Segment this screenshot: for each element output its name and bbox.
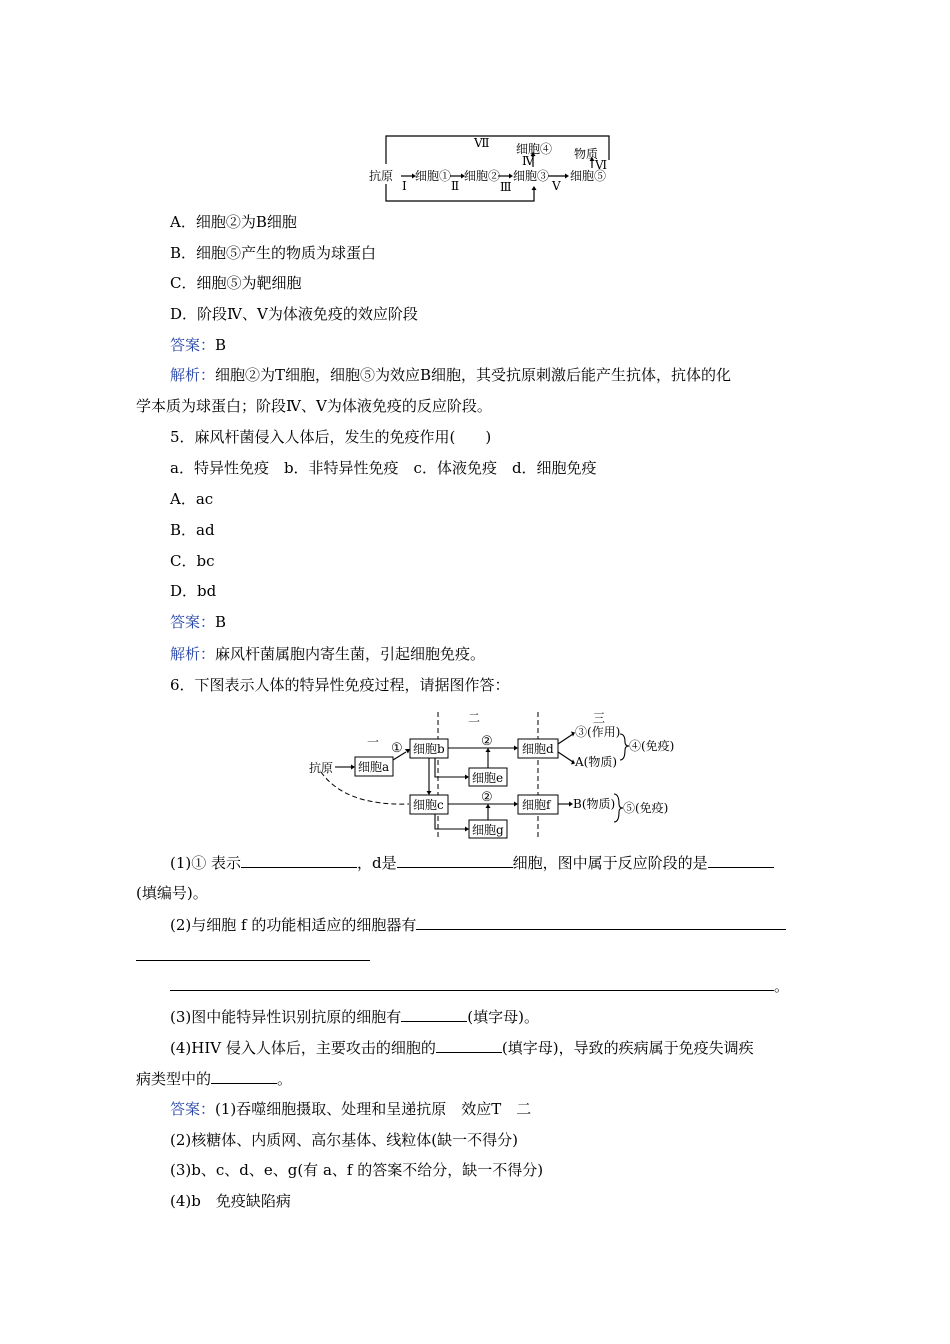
- q5-option-b: B．ad: [170, 521, 215, 539]
- q6-part4-text-d: 。: [277, 1070, 293, 1088]
- stage-three-label: 三: [593, 711, 606, 725]
- q6-part4-text-b: (填字母)，导致的疾病属于免疫失调疾: [501, 1039, 754, 1057]
- q4-option-d: D．阶段Ⅳ、Ⅴ为体液免疫的效应阶段: [170, 305, 418, 323]
- q6-part4: [170, 1037, 754, 1058]
- blank-8[interactable]: [436, 1037, 502, 1053]
- cell-b-label: 细胞b: [413, 742, 445, 756]
- q4-option-a: A．细胞②为B细胞: [170, 213, 297, 231]
- answer-label: 答案：: [170, 336, 216, 354]
- q6-part3-text-b: (填字母)。: [467, 1008, 539, 1026]
- q4-option-c: C．细胞⑤为靶细胞: [170, 274, 302, 292]
- analysis-text: 麻风杆菌属胞内寄生菌，引起细胞免疫。: [215, 645, 486, 663]
- q6-part3-text-a: (3)图中能特异性识别抗原的细胞有: [170, 1008, 402, 1026]
- cell2-label: 细胞②: [464, 169, 501, 183]
- cell3-label: 细胞③: [513, 169, 550, 183]
- substance-b-label: B(物质): [573, 797, 616, 811]
- antigen-label: 抗原: [309, 761, 334, 775]
- q6-part2-text: (2)与细胞 f 的功能相适应的细胞器有: [170, 916, 417, 934]
- answer-value: B: [215, 613, 227, 631]
- antigen-label: 抗原: [369, 169, 394, 183]
- q6-part3: [170, 1006, 539, 1027]
- stage-1-label: Ⅰ: [402, 179, 407, 193]
- stage-5-label: Ⅴ: [552, 179, 561, 193]
- substance-a-label: A(物质): [575, 755, 618, 769]
- specific-immunity-diagram: [305, 708, 695, 843]
- answer-1: (1)吞噬细胞摄取、处理和呈递抗原 效应T 二: [215, 1100, 532, 1118]
- cell5-label: 细胞⑤: [570, 169, 607, 183]
- q5-answer: [170, 612, 226, 632]
- step-1-label: ①: [391, 741, 403, 756]
- analysis-label: 解析：: [170, 366, 216, 384]
- q6-part1-text-b: ，d是: [357, 854, 397, 872]
- q5-option-a: A．ac: [170, 490, 214, 508]
- q5-stem: 5．麻风杆菌侵入人体后，发生的免疫作用( ): [170, 428, 492, 446]
- stage-3-label: Ⅲ: [500, 180, 512, 194]
- q5-analysis: [170, 644, 485, 664]
- blank-9[interactable]: [211, 1068, 277, 1084]
- stage-6-label: Ⅵ: [595, 158, 608, 172]
- cell-f-label: 细胞f: [522, 798, 551, 812]
- blank-6[interactable]: [170, 975, 774, 991]
- blank-7[interactable]: [401, 1006, 467, 1022]
- cell-c-label: 细胞c: [413, 798, 444, 812]
- q6-stem: 6．下图表示人体的特异性免疫过程，请据图作答：: [170, 676, 510, 694]
- answer-label: 答案：: [170, 1100, 216, 1118]
- immune-stage-diagram: [368, 132, 628, 212]
- q6-part4-text-a: (4)HIV 侵入人体后，主要攻击的细胞的: [170, 1039, 436, 1057]
- cell-a-label: 细胞a: [358, 760, 390, 774]
- stage-one-label: 一: [367, 735, 380, 749]
- blank-5[interactable]: [136, 945, 370, 961]
- stage-4-label: Ⅳ: [522, 154, 534, 168]
- q6-part4-cont: [136, 1068, 292, 1089]
- answer-label: 答案：: [170, 613, 216, 631]
- step-2a-label: ②: [481, 734, 493, 749]
- cell-e-label: 细胞e: [472, 771, 504, 785]
- q6-part1-text-a: (1)① 表示: [170, 854, 242, 872]
- cell4-label: 细胞④: [516, 142, 553, 156]
- q4-answer: [170, 335, 226, 355]
- cell-d-label: 细胞d: [522, 742, 554, 756]
- q5-option-c: C．bc: [170, 552, 215, 570]
- q6-part4-text-c: 病类型中的: [136, 1070, 212, 1088]
- analysis-text: 细胞②为T细胞，细胞⑤为效应B细胞，其受抗原刺激后能产生抗体，抗体的化: [215, 366, 732, 384]
- q6-answer-line1: [170, 1099, 531, 1119]
- cell1-label: 细胞①: [415, 169, 452, 183]
- blank-4[interactable]: [416, 914, 786, 930]
- step-3-label: ③(作用): [575, 725, 621, 739]
- blank-1[interactable]: [241, 852, 357, 868]
- answer-value: B: [215, 336, 227, 354]
- blank-2[interactable]: [397, 852, 513, 868]
- q6-answer-line4: (4)b 免疫缺陷病: [170, 1192, 291, 1210]
- substance-label: 物质: [574, 147, 599, 161]
- q6-part1-text-c: 细胞，图中属于反应阶段的是: [512, 854, 708, 872]
- stage-2-label: Ⅱ: [451, 179, 460, 193]
- q6-part1: [170, 852, 774, 873]
- step-4-label: ④(免疫): [629, 739, 675, 753]
- step-5-label: ⑤(免疫): [623, 801, 669, 815]
- q6-part2-end: 。: [774, 977, 790, 995]
- step-2b-label: ②: [481, 790, 493, 805]
- blank-3[interactable]: [708, 852, 774, 868]
- stage-two-label: 二: [468, 711, 481, 725]
- q6-part2: [170, 914, 786, 935]
- q5-option-d: D．bd: [170, 582, 217, 600]
- analysis-label: 解析：: [170, 645, 216, 663]
- q6-answer-line2: (2)核糖体、内质网、高尔基体、线粒体(缺一不得分): [170, 1131, 518, 1149]
- q4-analysis-line2: 学本质为球蛋白；阶段Ⅳ、Ⅴ为体液免疫的反应阶段。: [136, 397, 492, 415]
- q6-part1-cont: (填编号)。: [136, 884, 208, 902]
- q6-part2-blank-line: [136, 945, 370, 966]
- cell-g-label: 细胞g: [472, 823, 504, 837]
- q6-answer-line3: (3)b、c、d、e、g(有 a、f 的答案不给分，缺一不得分): [170, 1161, 544, 1179]
- q4-analysis-line1: [170, 365, 731, 385]
- q4-option-b: B．细胞⑤产生的物质为球蛋白: [170, 244, 377, 262]
- q6-part2-blank-line2: [170, 975, 789, 996]
- q5-items: a．特异性免疫 b．非特异性免疫 c．体液免疫 d．细胞免疫: [170, 459, 597, 477]
- stage-7-label: Ⅶ: [474, 136, 490, 150]
